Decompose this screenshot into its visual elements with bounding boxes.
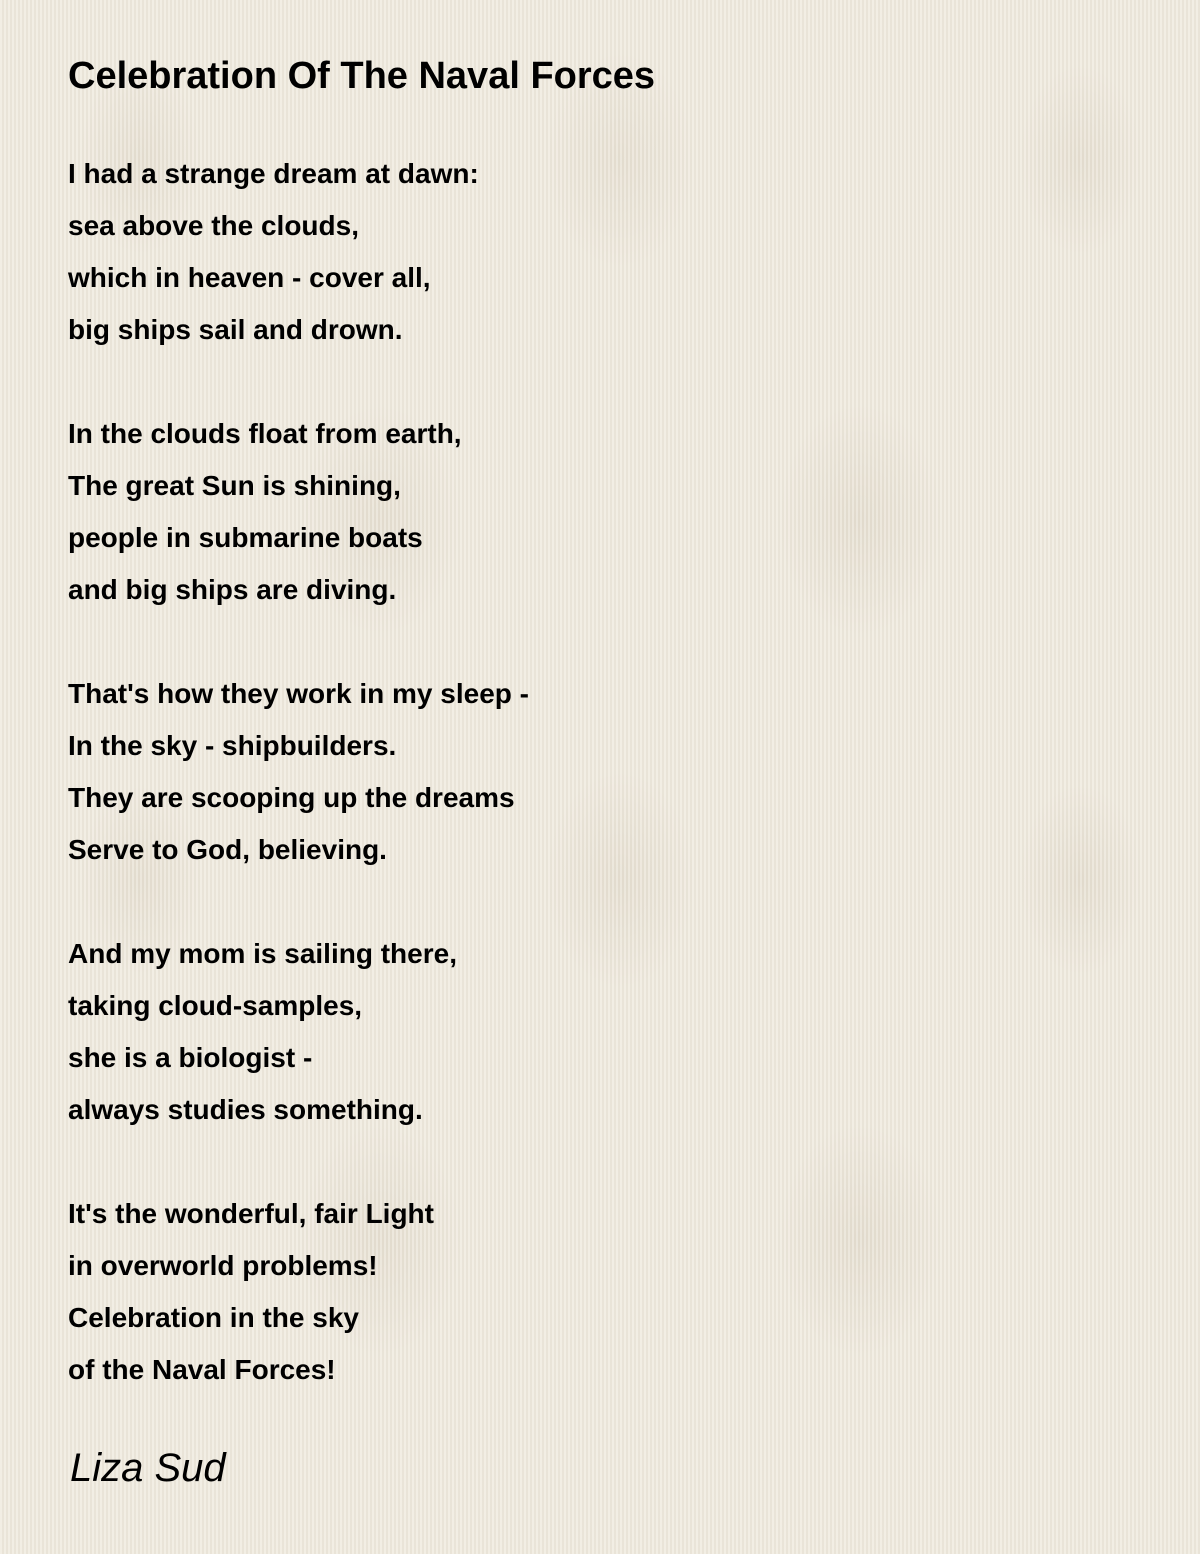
poem-line: Serve to God, believing. <box>68 834 387 865</box>
stanza-4 <box>68 928 1128 1136</box>
poem-line: And my mom is sailing there, <box>68 938 457 969</box>
poem-body <box>68 148 1128 1396</box>
poem-line: In the sky - shipbuilders. <box>68 730 397 761</box>
poem-title: Celebration Of The Naval Forces <box>68 55 656 97</box>
poem-author: Liza Sud <box>70 1446 226 1490</box>
poem-line: Celebration in the sky <box>68 1302 359 1333</box>
poem-line: which in heaven - cover all, <box>68 262 431 293</box>
stanza-2 <box>68 408 1128 616</box>
poem-line: big ships sail and drown. <box>68 314 403 345</box>
poem-line: The great Sun is shining, <box>68 470 401 501</box>
stanza-3 <box>68 668 1128 876</box>
poem-page <box>68 50 1128 1494</box>
poem-line: taking cloud-samples, <box>68 990 363 1021</box>
stanza-5 <box>68 1188 1128 1396</box>
poem-line: she is a biologist - <box>68 1042 313 1073</box>
poem-line: of the Naval Forces! <box>68 1354 336 1385</box>
poem-line: That's how they work in my sleep - <box>68 678 529 709</box>
poem-line: always studies something. <box>68 1094 423 1125</box>
stanza-1 <box>68 148 1128 356</box>
poem-line: in overworld problems! <box>68 1250 378 1281</box>
poem-line: They are scooping up the dreams <box>68 782 515 813</box>
poem-line: people in submarine boats <box>68 522 423 553</box>
poem-line: It's the wonderful, fair Light <box>68 1198 434 1229</box>
poem-line: In the clouds float from earth, <box>68 418 462 449</box>
poem-line: sea above the clouds, <box>68 210 359 241</box>
poem-line: and big ships are diving. <box>68 574 397 605</box>
poem-line: I had a strange dream at dawn: <box>68 158 479 189</box>
